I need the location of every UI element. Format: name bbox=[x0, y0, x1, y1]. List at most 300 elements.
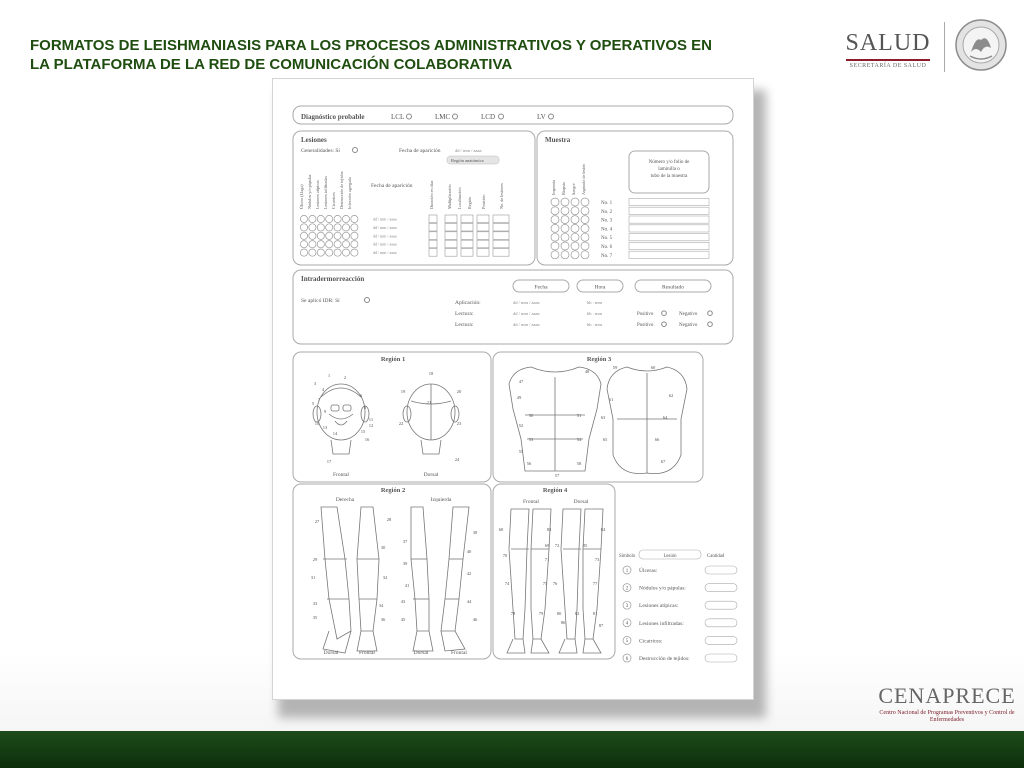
region-number-label: 8 bbox=[363, 405, 367, 410]
lesion-checkbox[interactable] bbox=[317, 224, 324, 231]
simbologia-lesion-label: Nódulos y/o pápulas: bbox=[639, 585, 686, 592]
region-number-label: 21 bbox=[426, 400, 432, 405]
region-1-frontal: Frontal bbox=[333, 472, 349, 478]
region-number-label: 81 bbox=[592, 611, 598, 616]
region-number-label: 24 bbox=[454, 457, 460, 462]
generalidades-label: Generalidades: Sí bbox=[301, 148, 340, 154]
muestra-title: Muestra bbox=[545, 136, 571, 144]
cenaprece-logo bbox=[876, 684, 1018, 724]
region-number-label: 64 bbox=[662, 415, 668, 420]
idr-fecha-field[interactable]: dd / mm / aaaa bbox=[513, 300, 540, 305]
muestra-checkbox[interactable] bbox=[571, 242, 579, 250]
muestra-checkbox[interactable] bbox=[571, 216, 579, 224]
lesion-cell[interactable] bbox=[477, 249, 489, 257]
muestra-checkbox[interactable] bbox=[571, 198, 579, 206]
muestra-checkbox[interactable] bbox=[561, 251, 569, 259]
muestra-col-header: Sangre bbox=[571, 183, 576, 195]
idr-se-aplico: Se aplicó IDR: Sí bbox=[301, 298, 340, 304]
muestra-checkbox[interactable] bbox=[571, 233, 579, 241]
lesion-checkbox[interactable] bbox=[326, 215, 333, 222]
region-number-label: 75 bbox=[542, 581, 548, 586]
lesion-checkbox[interactable] bbox=[342, 249, 349, 256]
region-number-label: 54 bbox=[576, 437, 582, 442]
region-number-label: 4 bbox=[321, 387, 325, 392]
region-number-label: 86 bbox=[560, 620, 566, 625]
logo-divider bbox=[944, 22, 945, 72]
region-number-label: 82 bbox=[574, 611, 580, 616]
lesion-checkbox[interactable] bbox=[317, 241, 324, 248]
muestra-row-label: No. 1 bbox=[601, 201, 613, 206]
region-number-label: 19 bbox=[400, 389, 406, 394]
region-2-view-label: Dorsal bbox=[323, 650, 339, 656]
lesion-type-header: Cicatrices bbox=[331, 192, 336, 209]
lesion-checkbox[interactable] bbox=[334, 249, 341, 256]
muestra-col-header: Impronta bbox=[551, 179, 556, 195]
fecha-aparicion-field[interactable]: dd / mm / aaaa bbox=[455, 148, 482, 153]
lesion-cell[interactable] bbox=[477, 223, 489, 231]
region-number-label: 6 bbox=[359, 393, 363, 398]
lesion-date-field[interactable]: dd / mm / aaaa bbox=[373, 233, 397, 239]
lesion-checkbox[interactable] bbox=[351, 249, 358, 256]
simbologia-lesion-label: Destrucción de tejidos: bbox=[639, 656, 690, 662]
muestra-numero-field[interactable] bbox=[629, 216, 709, 223]
lesion-cell[interactable] bbox=[461, 240, 473, 248]
muestra-checkbox[interactable] bbox=[551, 207, 559, 215]
muestra-row-label: No. 3 bbox=[601, 218, 613, 224]
region-number-label: 83 bbox=[546, 527, 552, 532]
lesion-checkbox[interactable] bbox=[342, 224, 349, 231]
idr-fecha-field[interactable]: dd / mm / aaaa bbox=[513, 311, 540, 316]
muestra-checkbox[interactable] bbox=[581, 242, 589, 250]
region-number-label: 14 bbox=[332, 431, 338, 436]
region-number-label: 69 bbox=[544, 543, 550, 548]
lesion-cell[interactable] bbox=[461, 215, 473, 223]
region-number-label: 40 bbox=[466, 549, 472, 554]
region-number-label: 77 bbox=[592, 581, 598, 586]
region-number-label: 57 bbox=[554, 473, 560, 478]
radio-lmc[interactable] bbox=[453, 114, 458, 119]
simbolo-number: 2 bbox=[625, 586, 629, 592]
region-number-label: 79 bbox=[538, 611, 544, 616]
lesion-checkbox[interactable] bbox=[351, 215, 358, 222]
simbologia-header: Símbolo bbox=[619, 554, 636, 559]
salud-logo-name: SALUD bbox=[845, 30, 931, 56]
salud-logo bbox=[838, 30, 938, 69]
simbologia-header: Lesión bbox=[663, 554, 677, 559]
lesion-cell[interactable] bbox=[493, 249, 509, 257]
muestra-checkbox[interactable] bbox=[551, 233, 559, 241]
lesion-checkbox[interactable] bbox=[351, 224, 358, 231]
region-1-title: Región 1 bbox=[380, 356, 406, 363]
region-number-label: 13 bbox=[322, 425, 328, 430]
region-number-label: 33 bbox=[312, 601, 318, 606]
region-number-label: 32 bbox=[382, 575, 388, 580]
simbologia-lesion-label: Cicatrices: bbox=[639, 638, 663, 645]
region-number-label: 15 bbox=[360, 429, 366, 434]
idr-negativo-label: Negativo bbox=[679, 312, 698, 317]
idr-row-label: Lectura: bbox=[455, 322, 474, 328]
region-number-label: 16 bbox=[364, 437, 370, 442]
muestra-checkbox[interactable] bbox=[561, 207, 569, 215]
region-number-label: 44 bbox=[466, 599, 472, 604]
lesiones-title: Lesiones bbox=[301, 136, 327, 144]
lesion-cell[interactable] bbox=[493, 240, 509, 248]
lesion-cell[interactable] bbox=[493, 223, 509, 231]
region-number-label: 10 bbox=[314, 421, 320, 426]
muestra-checkbox[interactable] bbox=[571, 207, 579, 215]
lesion-checkbox[interactable] bbox=[351, 232, 358, 239]
region-number-label: 71 bbox=[544, 557, 550, 562]
lesion-checkbox[interactable] bbox=[309, 249, 316, 256]
svg-text:LMC: LMC bbox=[435, 113, 451, 121]
region-number-label: 68 bbox=[498, 527, 504, 532]
lesion-date-field[interactable]: dd / mm / aaaa bbox=[373, 216, 397, 222]
lesion-col-header: Posición bbox=[481, 194, 486, 209]
muestra-checkbox[interactable] bbox=[581, 198, 589, 206]
lesion-cell[interactable] bbox=[445, 223, 457, 231]
lesion-cell[interactable] bbox=[461, 249, 473, 257]
lesion-cell[interactable] bbox=[477, 240, 489, 248]
region-number-label: 52 bbox=[518, 423, 524, 428]
lesion-checkbox[interactable] bbox=[317, 249, 324, 256]
fecha-aparicion-label: Fecha de aparición bbox=[399, 148, 441, 154]
lesion-checkbox[interactable] bbox=[300, 224, 307, 231]
region-number-label: 76 bbox=[552, 581, 558, 586]
simbologia-cantidad-field[interactable] bbox=[705, 636, 737, 644]
lesion-col-header: No. de lesiones bbox=[499, 183, 504, 209]
generalidades-radio[interactable] bbox=[353, 148, 358, 153]
muestra-col-header: Aspirado de lesión bbox=[581, 163, 586, 195]
muestra-numero-field[interactable] bbox=[629, 225, 709, 232]
region-2-derecha: Derecha bbox=[335, 497, 355, 503]
idr-hora-field[interactable]: hh : mm bbox=[587, 322, 603, 327]
slide-title: FORMATOS DE LEISHMANIASIS PARA LOS PROCESOS ADMINISTRATIVOS Y OPERATIVOS EN LA PLATAFORMA DE LA RED DE COMUNICACIÓN COLABORATIVA bbox=[30, 37, 713, 73]
lesion-checkbox[interactable] bbox=[300, 249, 307, 256]
lesion-checkbox[interactable] bbox=[334, 224, 341, 231]
muestra-checkbox[interactable] bbox=[581, 216, 589, 224]
region-number-label: 31 bbox=[310, 575, 316, 580]
simbologia-cantidad-field[interactable] bbox=[705, 601, 737, 609]
region-number-label: 35 bbox=[312, 615, 318, 620]
region-number-label: 73 bbox=[594, 557, 600, 562]
region-2-view-label: Frontal bbox=[451, 650, 467, 656]
torso-back-icon bbox=[607, 367, 687, 474]
lesion-cell[interactable] bbox=[461, 232, 473, 240]
lesion-cell[interactable] bbox=[429, 240, 437, 248]
lesion-type-header: Úlcera (Llaga) bbox=[299, 184, 304, 209]
region-number-label: 20 bbox=[456, 389, 462, 394]
muestra-numero-field[interactable] bbox=[629, 198, 709, 205]
muestra-col-header: Biopsia bbox=[561, 182, 566, 195]
national-seal-icon bbox=[954, 18, 1008, 72]
lesion-checkbox[interactable] bbox=[326, 224, 333, 231]
region-number-label: 66 bbox=[654, 437, 660, 442]
lesion-checkbox[interactable] bbox=[309, 232, 316, 239]
muestra-numero-field[interactable] bbox=[629, 207, 709, 214]
region-number-label: 38 bbox=[472, 530, 478, 535]
region-number-label: 37 bbox=[402, 539, 408, 544]
lesion-cell[interactable] bbox=[461, 223, 473, 231]
simbologia-cantidad-field[interactable] bbox=[705, 566, 737, 574]
muestra-numero-field[interactable] bbox=[629, 251, 709, 258]
region-4-title: Región 4 bbox=[542, 487, 568, 494]
idr-hora-field[interactable]: hh : mm bbox=[587, 311, 603, 316]
lesion-cell[interactable] bbox=[445, 232, 457, 240]
region-number-label: 34 bbox=[378, 603, 384, 608]
muestra-checkbox[interactable] bbox=[551, 216, 559, 224]
lesion-checkbox[interactable] bbox=[326, 232, 333, 239]
region-number-label: 70 bbox=[502, 553, 508, 558]
right-arm-icon bbox=[321, 507, 379, 653]
muestra-numero-field[interactable] bbox=[629, 242, 709, 249]
region-number-label: 29 bbox=[312, 557, 318, 562]
region-2-izquierda: Izquierda bbox=[430, 497, 452, 503]
idr-radio[interactable] bbox=[365, 298, 370, 303]
lesion-col-header: Localización bbox=[457, 187, 462, 209]
region-number-label: 43 bbox=[400, 599, 406, 604]
idr-positivo-label: Positivo bbox=[637, 323, 654, 328]
lesion-checkbox[interactable] bbox=[326, 241, 333, 248]
lesion-checkbox[interactable] bbox=[300, 241, 307, 248]
lesion-cell[interactable] bbox=[493, 232, 509, 240]
muestra-checkbox[interactable] bbox=[581, 233, 589, 241]
lesion-checkbox[interactable] bbox=[351, 241, 358, 248]
region-3-title: Región 3 bbox=[586, 356, 612, 363]
region-number-label: 1 bbox=[327, 373, 331, 378]
lesion-checkbox[interactable] bbox=[300, 232, 307, 239]
muestra-checkbox[interactable] bbox=[581, 207, 589, 215]
lesion-cell[interactable] bbox=[445, 215, 457, 223]
lesion-type-header: Lesiones infiltradas bbox=[323, 176, 328, 209]
region-number-label: 7 bbox=[317, 397, 321, 402]
region-number-label: 59 bbox=[612, 365, 618, 370]
simbolo-number: 4 bbox=[625, 621, 629, 627]
simbologia-lesion-label: Úlceras: bbox=[639, 568, 658, 574]
region-number-label: 12 bbox=[368, 423, 374, 428]
simbologia-cantidad-field[interactable] bbox=[705, 654, 737, 662]
idr-header: Fecha bbox=[534, 284, 548, 291]
region-number-label: 17 bbox=[326, 459, 332, 464]
region-number-label: 80 bbox=[556, 611, 562, 616]
lesion-checkbox[interactable] bbox=[309, 224, 316, 231]
lesion-checkbox[interactable] bbox=[342, 232, 349, 239]
region-number-label: 84 bbox=[600, 527, 606, 532]
lesion-checkbox[interactable] bbox=[300, 215, 307, 222]
muestra-checkbox[interactable] bbox=[551, 198, 559, 206]
lesion-cell[interactable] bbox=[429, 249, 437, 257]
region-number-label: 22 bbox=[398, 421, 404, 426]
region-2-title: Región 2 bbox=[380, 487, 406, 494]
lesion-cell[interactable] bbox=[429, 215, 437, 223]
region-number-label: 61 bbox=[608, 397, 614, 402]
muestra-row-label: No. 4 bbox=[601, 227, 613, 233]
muestra-checkbox[interactable] bbox=[561, 242, 569, 250]
muestra-checkbox[interactable] bbox=[561, 216, 569, 224]
left-arm-icon bbox=[411, 507, 469, 651]
muestra-checkbox[interactable] bbox=[551, 251, 559, 259]
region-number-label: 87 bbox=[598, 623, 604, 628]
region-number-label: 60 bbox=[650, 365, 656, 370]
simbolo-number: 3 bbox=[625, 604, 629, 609]
region-2-view-label: Frontal bbox=[359, 650, 375, 656]
lesion-checkbox[interactable] bbox=[342, 241, 349, 248]
form-graphic bbox=[273, 79, 753, 699]
region-number-label: 56 bbox=[526, 461, 532, 466]
region-number-label: 55 bbox=[518, 449, 524, 454]
region-number-label: 62 bbox=[668, 393, 674, 398]
radio-lcl[interactable] bbox=[407, 114, 412, 119]
idr-row-label: Aplicación: bbox=[455, 300, 481, 306]
lesion-date-field[interactable]: dd / mm / aaaa bbox=[373, 250, 397, 256]
region-anatomica-header: Región anatómica bbox=[451, 158, 484, 163]
muestra-checkbox[interactable] bbox=[561, 233, 569, 241]
lesion-col-header: Duración en días bbox=[429, 180, 434, 209]
lesion-cell[interactable] bbox=[477, 232, 489, 240]
idr-negativo-radio[interactable] bbox=[708, 322, 713, 327]
lesion-checkbox[interactable] bbox=[326, 249, 333, 256]
cenaprece-logo-name: CENAPRECE bbox=[878, 683, 1016, 708]
region-number-label: 65 bbox=[602, 437, 608, 442]
lesion-checkbox[interactable] bbox=[317, 232, 324, 239]
region-number-label: 47 bbox=[518, 379, 524, 384]
svg-text:LCL: LCL bbox=[391, 113, 405, 121]
lesion-checkbox[interactable] bbox=[334, 215, 341, 222]
region-number-label: 36 bbox=[380, 617, 386, 622]
simbolo-number: 5 bbox=[625, 639, 629, 645]
region-number-label: 18 bbox=[428, 371, 434, 376]
region-number-label: 2 bbox=[343, 375, 347, 380]
region-number-label: 78 bbox=[510, 611, 516, 616]
diagnostico-label: Diagnóstico probable bbox=[301, 113, 365, 121]
region-4-dorsal: Dorsal bbox=[573, 499, 589, 505]
muestra-checkbox[interactable] bbox=[551, 224, 559, 232]
muestra-checkbox[interactable] bbox=[581, 251, 589, 259]
idr-positivo-radio[interactable] bbox=[662, 322, 667, 327]
lesion-checkbox[interactable] bbox=[309, 215, 316, 222]
svg-text:LCD: LCD bbox=[481, 113, 495, 121]
region-1-dorsal: Dorsal bbox=[423, 472, 439, 478]
lesion-type-header: Lesiones atípicas bbox=[315, 180, 320, 209]
lesion-checkbox[interactable] bbox=[334, 241, 341, 248]
region-number-label: 5 bbox=[311, 401, 315, 406]
region-number-label: 48 bbox=[584, 369, 590, 374]
lesion-cell[interactable] bbox=[445, 249, 457, 257]
idr-hora-field[interactable]: hh : mm bbox=[587, 300, 603, 305]
simbologia-cantidad-field[interactable] bbox=[705, 584, 737, 592]
muestra-row-label: No. 6 bbox=[601, 245, 613, 250]
region-number-label: 46 bbox=[472, 617, 478, 622]
region-number-label: 85 bbox=[582, 543, 588, 548]
lesion-date-field[interactable]: dd / mm / aaaa bbox=[373, 224, 397, 230]
region-number-label: 30 bbox=[380, 545, 386, 550]
region-number-label: 72 bbox=[554, 543, 560, 548]
lesion-cell[interactable] bbox=[429, 232, 437, 240]
lesion-type-header: Infección agregada bbox=[347, 177, 352, 209]
region-number-label: 63 bbox=[600, 415, 606, 420]
lesion-cell[interactable] bbox=[445, 240, 457, 248]
region-number-label: 67 bbox=[660, 459, 666, 464]
region-number-label: 45 bbox=[400, 617, 406, 622]
region-number-label: 39 bbox=[402, 561, 408, 566]
simbologia-lesion-label: Lesiones atípicas: bbox=[639, 603, 679, 610]
muestra-row-label: No. 5 bbox=[601, 236, 613, 242]
lesion-date-field[interactable]: dd / mm / aaaa bbox=[373, 241, 397, 247]
cenaprece-logo-subtitle: Centro Nacional de Programas Preventivos y Control de Enfermedades bbox=[879, 710, 1015, 723]
simbolo-number: 6 bbox=[625, 656, 629, 662]
region-number-label: 41 bbox=[404, 583, 410, 588]
lesion-col-header: Multiplicación bbox=[447, 184, 452, 209]
idr-header: Hora bbox=[594, 284, 606, 291]
simbolo-number: 1 bbox=[625, 568, 629, 574]
muestra-checkbox[interactable] bbox=[551, 242, 559, 250]
lesion-type-header: Nódulos y/o pápulas bbox=[307, 174, 312, 209]
region-number-label: 28 bbox=[386, 517, 392, 522]
fecha-col-header: Fecha de aparición bbox=[371, 183, 413, 189]
simbologia-header: Cantidad bbox=[707, 554, 725, 559]
idr-header: Resultado bbox=[662, 284, 684, 291]
lesion-checkbox[interactable] bbox=[334, 232, 341, 239]
idr-negativo-radio[interactable] bbox=[708, 311, 713, 316]
lesion-checkbox[interactable] bbox=[309, 241, 316, 248]
region-number-label: 27 bbox=[314, 519, 320, 524]
svg-text:LV: LV bbox=[537, 113, 546, 121]
form-document bbox=[272, 78, 754, 700]
simbologia-lesion-label: Lesiones infiltradas: bbox=[639, 620, 684, 627]
lesion-checkbox[interactable] bbox=[342, 215, 349, 222]
muestra-checkbox[interactable] bbox=[581, 224, 589, 232]
simbologia-cantidad-field[interactable] bbox=[705, 619, 737, 627]
region-number-label: 3 bbox=[313, 381, 317, 386]
muestra-checkbox[interactable] bbox=[561, 224, 569, 232]
lesion-checkbox[interactable] bbox=[317, 215, 324, 222]
idr-negativo-label: Negativo bbox=[679, 323, 698, 328]
idr-positivo-radio[interactable] bbox=[662, 311, 667, 316]
lesion-cell[interactable] bbox=[429, 223, 437, 231]
muestra-checkbox[interactable] bbox=[561, 198, 569, 206]
region-2-view-label: Dorsal bbox=[413, 650, 429, 656]
muestra-row-label: No. 2 bbox=[601, 209, 613, 215]
lesion-type-header: Destrucción de tejidos bbox=[339, 171, 344, 209]
idr-fecha-field[interactable]: dd / mm / aaaa bbox=[513, 322, 540, 327]
muestra-row-label: No. 7 bbox=[601, 253, 613, 259]
lesion-cell[interactable] bbox=[477, 215, 489, 223]
radio-lcd[interactable] bbox=[499, 114, 504, 119]
lesion-cell[interactable] bbox=[493, 215, 509, 223]
radio-lv[interactable] bbox=[549, 114, 554, 119]
region-4-frontal: Frontal bbox=[523, 499, 539, 505]
muestra-checkbox[interactable] bbox=[571, 224, 579, 232]
region-number-label: 58 bbox=[576, 461, 582, 466]
footer-bar bbox=[0, 731, 1024, 768]
region-number-label: 53 bbox=[528, 437, 534, 442]
muestra-numero-field[interactable] bbox=[629, 234, 709, 241]
idr-row-label: Lectura: bbox=[455, 311, 474, 317]
region-number-label: 49 bbox=[516, 395, 522, 400]
diagnostico-options[interactable] bbox=[391, 113, 554, 121]
idr-title: Intradermorreacción bbox=[301, 275, 365, 283]
region-number-label: 51 bbox=[576, 413, 582, 418]
region-number-label: 74 bbox=[504, 581, 510, 586]
region-number-label: 23 bbox=[456, 421, 462, 426]
muestra-checkbox[interactable] bbox=[571, 251, 579, 259]
numero-muestra-label: Número y/o folio de laminilla o tubo de la muestra bbox=[648, 160, 690, 179]
lesion-col-header: Región bbox=[467, 196, 472, 209]
region-number-label: 11 bbox=[368, 417, 374, 422]
region-number-label: 50 bbox=[528, 413, 534, 418]
region-number-label: 42 bbox=[466, 571, 472, 576]
idr-positivo-label: Positivo bbox=[637, 312, 654, 317]
salud-logo-subtitle: SECRETARÍA DE SALUD bbox=[846, 59, 930, 69]
